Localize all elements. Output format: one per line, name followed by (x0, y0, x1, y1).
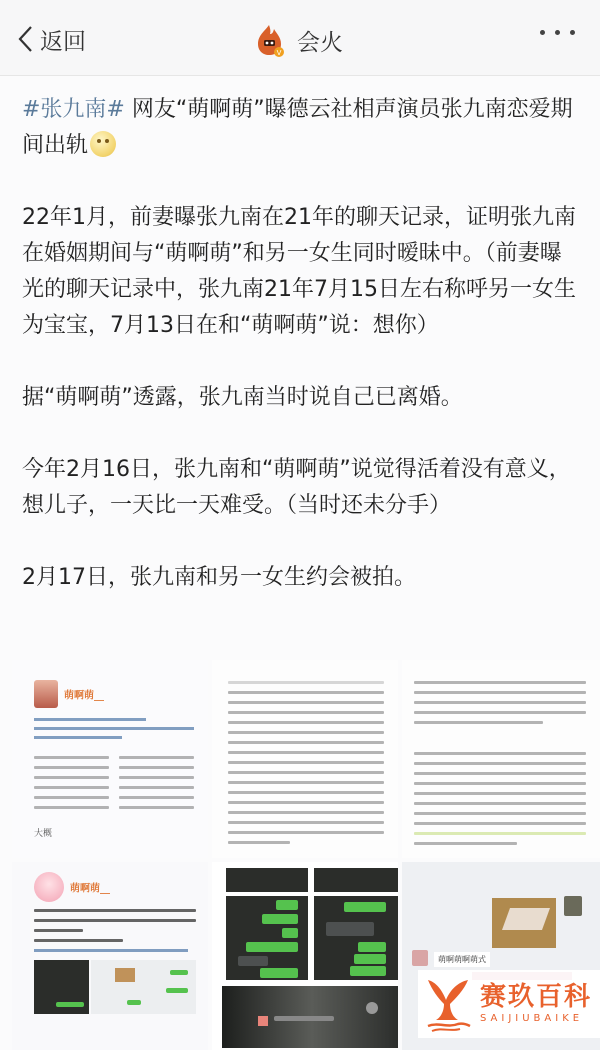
image-thumbnail-5[interactable] (212, 862, 398, 1050)
image-thumbnail-3[interactable] (402, 660, 600, 858)
post-paragraph: 2月17日，张九南和另一女生约会被拍。 (22, 565, 416, 590)
post-paragraph: 据“萌啊萌”透露，张九南当时说自己已离婚。 (22, 385, 463, 410)
top-navigation-bar (0, 0, 600, 76)
headline-text: 网友“萌啊萌”曝德云社相声演员张九南恋爱期间出轨 (22, 97, 573, 158)
whale-tail-logo-icon (424, 974, 472, 1034)
account-title[interactable] (255, 20, 343, 60)
more-options-button[interactable] (540, 30, 575, 35)
chat-label: 萌啊萌啊萌式 (434, 952, 490, 967)
user-name: 萌啊萌__ (70, 883, 110, 895)
watermark-en: SAIJIUBAIKE (480, 1013, 584, 1024)
post-body (22, 92, 582, 632)
dot-icon (540, 30, 545, 35)
back-button[interactable] (16, 22, 86, 56)
dot-icon (555, 30, 560, 35)
user-name: 萌啊萌__ (64, 690, 104, 702)
post-headline (22, 92, 582, 164)
chevron-left-icon (16, 24, 36, 54)
user-avatar (34, 872, 64, 902)
watermark-cn: 赛玖百科 (480, 982, 593, 1012)
image-thumbnail-2[interactable] (212, 660, 398, 858)
watermark (418, 970, 600, 1038)
smile-emoji-icon (90, 131, 116, 157)
svg-text:V: V (276, 49, 282, 57)
fire-avatar-icon (255, 23, 285, 57)
back-label: 返回 (40, 28, 86, 55)
account-name: 会火 (297, 29, 343, 56)
post-paragraph: 今年2月16日，张九南和“萌啊萌”说觉得活着没有意义，想儿子，一天比一天难受。（当时还未分手） (22, 457, 571, 518)
footer-text: 大概 (34, 829, 53, 839)
image-thumbnail-1[interactable] (12, 660, 208, 858)
hashtag-link[interactable]: #张九南# (22, 97, 125, 122)
image-thumbnail-4[interactable] (12, 862, 208, 1050)
post-paragraph: 22年1月，前妻曝张九南在21年的聊天记录，证明张九南在婚姻期间与“萌啊萌”和另一女生同时暧昧中。（前妻曝光的聊天记录中，张九南21年7月15日左右称呼另一女生为宝宝，7月13日在和“萌啊萌”说：想你） (22, 205, 576, 338)
user-avatar (34, 680, 58, 708)
dot-icon (570, 30, 575, 35)
